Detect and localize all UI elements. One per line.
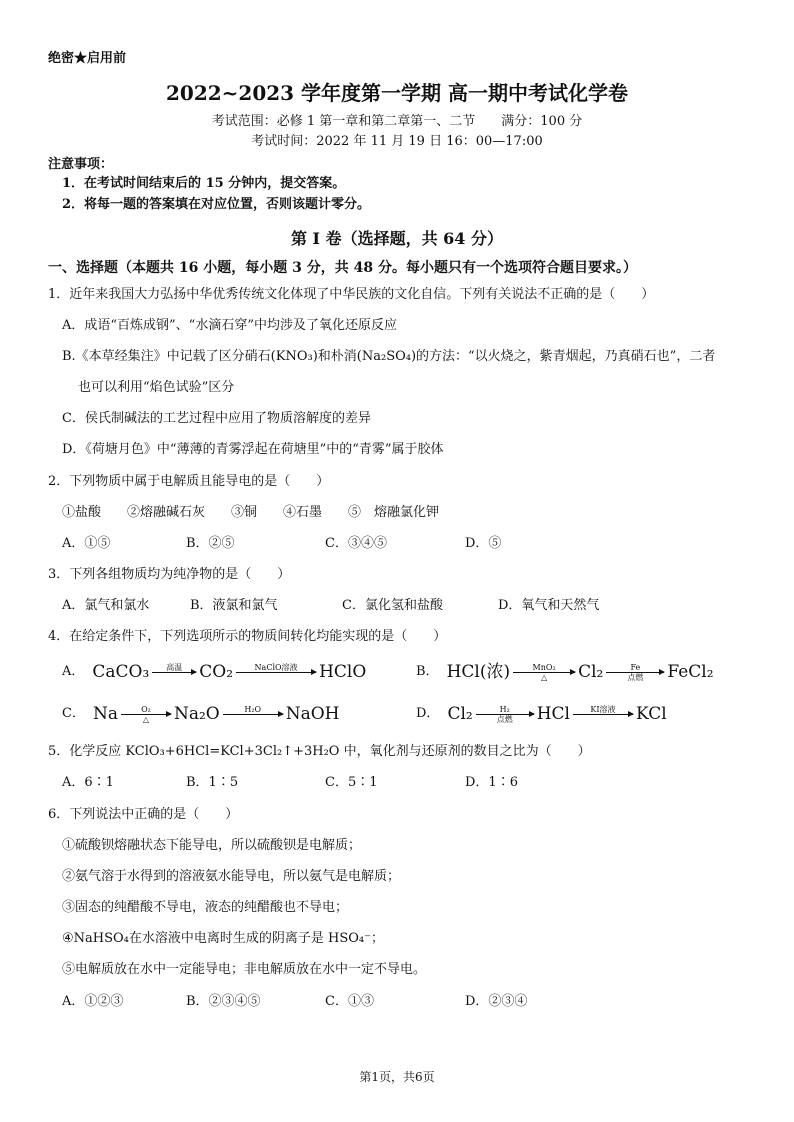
page-number: 第1页，共6页: [359, 1070, 435, 1084]
option-label: C．: [62, 706, 85, 721]
product: HClO: [319, 662, 367, 682]
reaction-arrow: KI溶液: [573, 705, 633, 724]
note-item: 1．在考试时间结束后的 15 分钟内，提交答案。: [62, 176, 346, 191]
exam-scope: 考试范围：必修 1 第一章和第二章第一、二节 满分：100 分: [211, 114, 583, 129]
reaction-arrow: O₂ △: [121, 705, 171, 724]
product: KCl: [635, 704, 667, 724]
reactant: Na: [92, 704, 118, 724]
question-2-option-d: D．⑤: [465, 536, 502, 551]
notes-title: 注意事项：: [48, 157, 114, 172]
question-3-option-c: C．氯化氢和盐酸: [342, 598, 443, 613]
reaction-arrow: NaClO溶液: [236, 663, 316, 682]
reaction-arrow: MnO₂ △: [513, 663, 575, 682]
question-1-option-b-cont: 也可以利用“焰色试验”区分: [78, 380, 235, 395]
reactant: CaCO₃: [92, 662, 150, 682]
question-6-option-b: B．②③④⑤: [186, 994, 261, 1009]
exam-title: 2022~2023 学年度第一学期 高一期中考试化学卷: [165, 81, 628, 105]
question-4-stem: 4．在给定条件下，下列选项所示的物质间转化均能实现的是（ ）: [48, 629, 447, 644]
option-label: A．: [62, 664, 85, 679]
question-6-option-a: A．①②③: [62, 994, 124, 1009]
question-6-stem: 6．下列说法中正确的是（ ）: [48, 807, 239, 822]
question-3-option-a: A．氯气和氯水: [62, 598, 150, 613]
confidential-label: 绝密★启用前: [48, 51, 127, 66]
question-3-option-d: D．氧气和天然气: [498, 598, 600, 613]
question-3-option-b: B．液氯和氯气: [190, 598, 278, 613]
question-1-option-c: C．侯氏制碱法的工艺过程中应用了物质溶解度的差异: [62, 411, 371, 426]
question-1-option-b: B.《本草经集注》中记载了区分硝石(KNO₃)和朴消(Na₂SO₄)的方法：“以火烧之，紫青烟起，乃真硝石也”，二者: [62, 349, 716, 364]
question-2-option-a: A．①⑤: [62, 536, 111, 551]
question-6-option-d: D．②③④: [465, 994, 528, 1009]
exam-time: 考试时间：2022 年 11 月 19 日 16：00—17:00: [251, 134, 543, 149]
question-6-statement: ②氨气溶于水得到的溶液氨水能导电，所以氨气是电解质；: [62, 869, 401, 884]
question-5-option-a: A．6∶1: [62, 775, 114, 790]
reaction-arrow: 高温: [152, 663, 196, 682]
question-4-option-c: [62, 702, 340, 726]
option-label: B．: [416, 664, 439, 679]
reactant: Cl₂: [447, 704, 473, 724]
question-1-stem: 1．近年来我国大力弘扬中华优秀传统文化体现了中华民族的文化自信。下列有关说法不正确的是（ ）: [48, 287, 655, 302]
question-2-option-c: C．③④⑤: [325, 536, 387, 551]
question-4-option-d: [416, 702, 667, 726]
option-label: D．: [416, 706, 440, 721]
question-6-statement: ③固态的纯醋酸不导电，液态的纯醋酸也不导电；: [62, 900, 349, 915]
question-2-stem: 2．下列物质中属于电解质且能导电的是（ ）: [48, 474, 330, 489]
reaction-arrow: Fe 点燃: [606, 663, 664, 682]
question-4-option-a: [62, 660, 366, 684]
question-5-option-d: D．1∶6: [465, 775, 518, 790]
question-5-stem: 5．化学反应 KClO₃+6HCl=KCl+3Cl₂↑+3H₂O 中，氧化剂与还原剂的数目之比为（ ）: [48, 744, 591, 759]
question-6-statement: ⑤电解质放在水中一定能导电；非电解质放在水中一定不导电。: [62, 962, 427, 977]
question-6-statement: ①硫酸钡熔融状态下能导电，所以硫酸钡是电解质；: [62, 838, 362, 853]
intermediate: Na₂O: [173, 704, 220, 724]
question-5-option-b: B．1∶5: [186, 775, 239, 790]
note-item: 2．将每一题的答案填在对应位置，否则该题计零分。: [62, 197, 371, 212]
product: NaOH: [285, 704, 340, 724]
question-6-option-c: C．①③: [325, 994, 374, 1009]
reaction-arrow: H₂ 点燃: [476, 705, 534, 724]
section-title: 第 I 卷（选择题，共 64 分）: [290, 229, 504, 248]
reaction-arrow: H₂O: [223, 705, 283, 724]
question-3-stem: 3．下列各组物质均为纯净物的是（ ）: [48, 567, 291, 582]
intermediate: Cl₂: [578, 662, 604, 682]
question-4-option-b: [416, 660, 714, 684]
intermediate: CO₂: [199, 662, 234, 682]
question-2-option-b: B．②⑤: [186, 536, 235, 551]
intermediate: HCl: [536, 704, 570, 724]
question-2-items: ①盐酸 ②熔融碱石灰 ③铜 ④石墨 ⑤ 熔融氯化钾: [62, 505, 440, 520]
part-title: 一、选择题（本题共 16 小题，每小题 3 分，共 48 分。每小题只有一个选项符合题目要求。）: [48, 260, 637, 276]
question-1-option-a: A．成语“百炼成钢”、“水滴石穿”中均涉及了氧化还原反应: [62, 318, 397, 333]
product: FeCl₂: [667, 662, 714, 682]
reactant: HCl(浓): [446, 662, 511, 682]
question-1-option-d: D．《荷塘月色》中“薄薄的青雾浮起在荷塘里”中的“青雾”属于胶体: [62, 442, 444, 457]
question-5-option-c: C．5∶1: [325, 775, 378, 790]
question-6-statement: ④NaHSO₄在水溶液中电离时生成的阴离子是 HSO₄⁻；: [62, 931, 384, 946]
